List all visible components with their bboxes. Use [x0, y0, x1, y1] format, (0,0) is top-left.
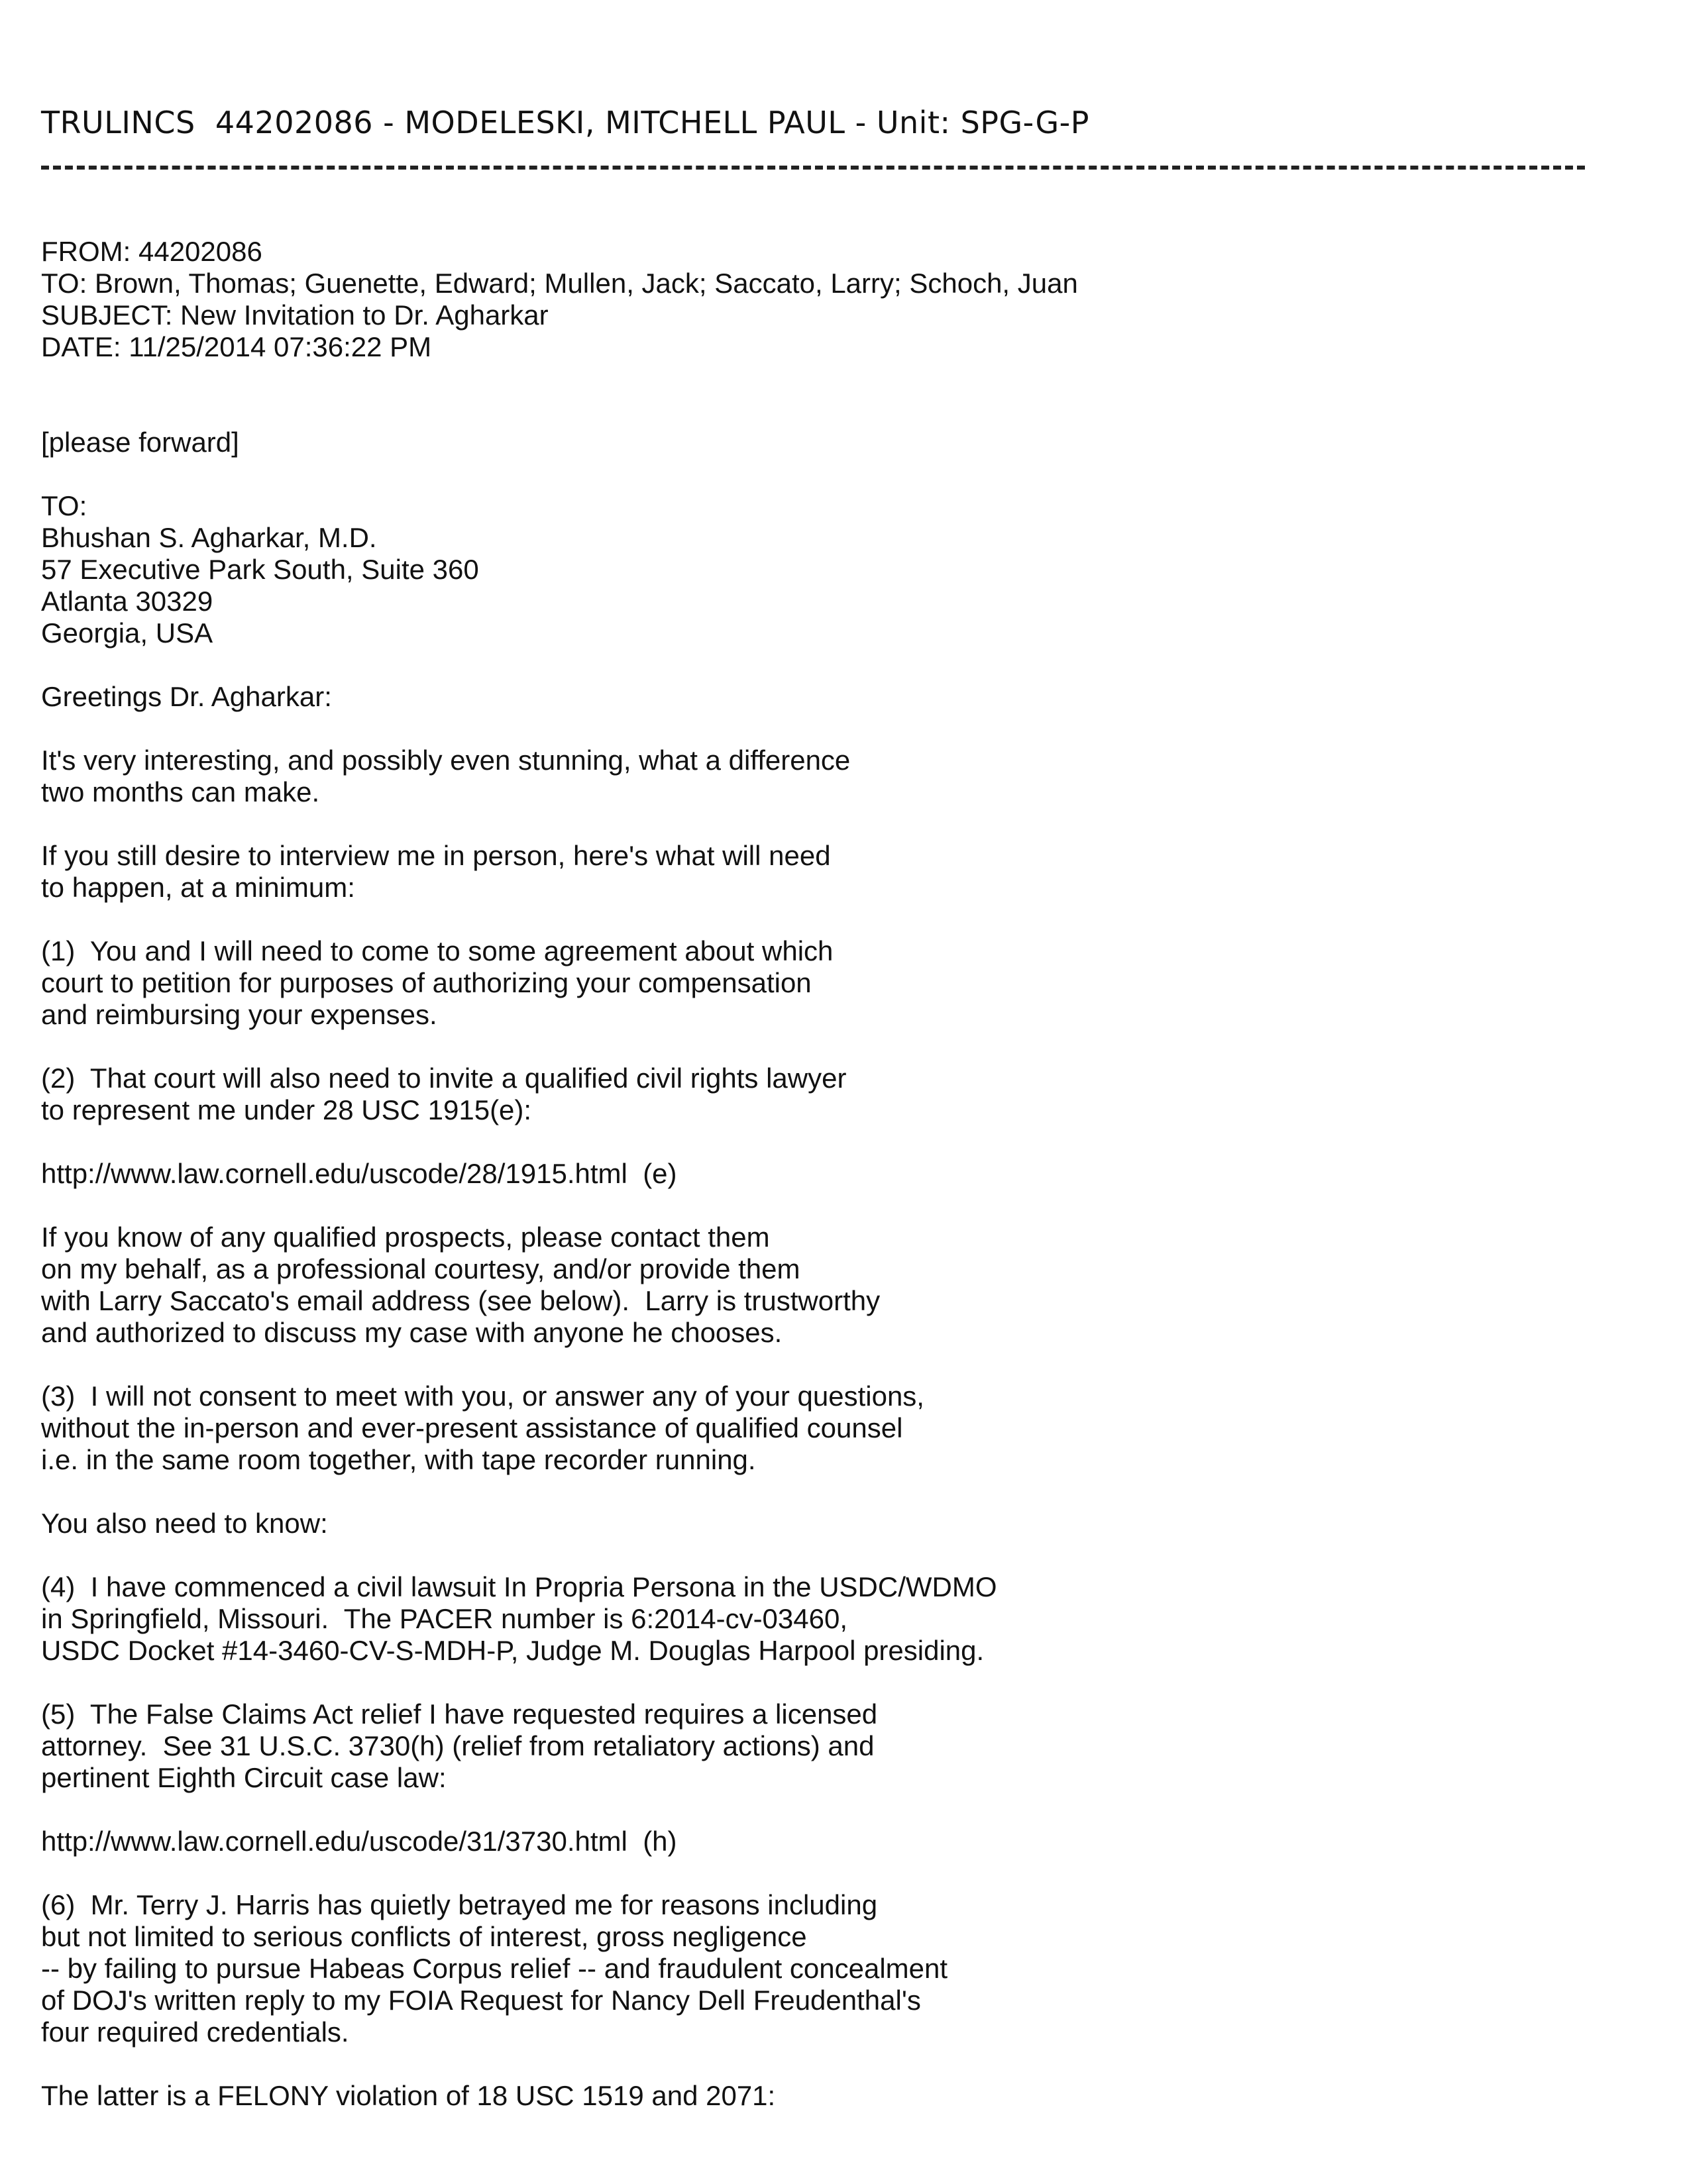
address-line: Bhushan S. Agharkar, M.D. [41, 522, 377, 553]
email-subject: SUBJECT: New Invitation to Dr. Agharkar [41, 299, 549, 331]
paragraph-line: on my behalf, as a professional courtesy, and/or provide them [41, 1253, 800, 1284]
url-31-usc-3730: http://www.law.cornell.edu/uscode/31/3730.html (h) [41, 1826, 677, 1857]
paragraph-line: If you know of any qualified prospects, please contact them [41, 1222, 770, 1253]
paragraph-line: (5) The False Claims Act relief I have requested requires a licensed [41, 1698, 878, 1730]
paragraph-line: and authorized to discuss my case with anyone he chooses. [41, 1317, 783, 1348]
address-line: Atlanta 30329 [41, 586, 213, 617]
paragraph-line: It's very interesting, and possibly even stunning, what a difference [41, 745, 851, 776]
paragraph-line: -- by failing to pursue Habeas Corpus relief -- and fraudulent concealment [41, 1953, 948, 1984]
paragraph-line: (3) I will not consent to meet with you, or answer any of your questions, [41, 1380, 924, 1412]
paragraph-item-3 [41, 1380, 1631, 1476]
paragraph-felony: The latter is a FELONY violation of 18 USC 1519 and 2071: [41, 2080, 776, 2111]
paragraph-item-1 [41, 935, 1631, 1031]
paragraph-prospects [41, 1222, 1631, 1349]
address-line: Georgia, USA [41, 617, 213, 649]
paragraph-line: in Springfield, Missouri. The PACER number is 6:2014-cv-03460, [41, 1603, 848, 1634]
paragraph-line: court to petition for purposes of authorizing your compensation [41, 967, 812, 998]
recipient-address [41, 490, 1631, 649]
paragraph-line: four required credentials. [41, 2016, 349, 2048]
paragraph-line: to represent me under 28 USC 1915(e): [41, 1094, 532, 1125]
paragraph-line: of DOJ's written reply to my FOIA Request for Nancy Dell Freudenthal's [41, 1985, 921, 2016]
forward-note: [please forward] [41, 427, 239, 458]
trulincs-header-title: TRULINCS 44202086 - MODELESKI, MITCHELL PAUL - Unit: SPG-G-P [41, 105, 1089, 140]
paragraph-line: (6) Mr. Terry J. Harris has quietly betrayed me for reasons including [41, 1889, 878, 1920]
paragraph-line: USDC Docket #14-3460-CV-S-MDH-P, Judge M. Douglas Harpool presiding. [41, 1635, 985, 1666]
paragraph-line: to happen, at a minimum: [41, 872, 355, 903]
address-line: 57 Executive Park South, Suite 360 [41, 554, 479, 585]
paragraph-also-know: You also need to know: [41, 1508, 328, 1539]
paragraph-1 [41, 745, 1631, 808]
paragraph-line: attorney. See 31 U.S.C. 3730(h) (relief from retaliatory actions) and [41, 1730, 875, 1761]
paragraph-line: i.e. in the same room together, with tape recorder running. [41, 1444, 756, 1475]
email-date: DATE: 11/25/2014 07:36:22 PM [41, 331, 432, 362]
paragraph-line: two months can make. [41, 776, 320, 807]
dashed-separator [41, 166, 1585, 170]
paragraph-line: If you still desire to interview me in person, here's what will need [41, 840, 831, 871]
url-28-usc-1915: http://www.law.cornell.edu/uscode/28/1915.html (e) [41, 1158, 677, 1189]
paragraph-item-4 [41, 1571, 1631, 1667]
paragraph-line: (1) You and I will need to come to some agreement about which [41, 935, 834, 966]
paragraph-line: (2) That court will also need to invite a qualified civil rights lawyer [41, 1063, 847, 1094]
email-to: TO: Brown, Thomas; Guenette, Edward; Mullen, Jack; Saccato, Larry; Schoch, Juan [41, 268, 1078, 299]
paragraph-item-2 [41, 1063, 1631, 1126]
paragraph-line: and reimbursing your expenses. [41, 999, 437, 1030]
address-line: TO: [41, 490, 87, 521]
message-body [41, 236, 1631, 2112]
paragraph-line: with Larry Saccato's email address (see below). Larry is trustworthy [41, 1285, 881, 1316]
paragraph-item-6 [41, 1889, 1631, 2048]
paragraph-item-5 [41, 1698, 1631, 1794]
paragraph-line: but not limited to serious conflicts of interest, gross negligence [41, 1921, 807, 1952]
paragraph-2 [41, 840, 1631, 904]
paragraph-line: pertinent Eighth Circuit case law: [41, 1762, 447, 1793]
email-from: FROM: 44202086 [41, 236, 262, 267]
greeting: Greetings Dr. Agharkar: [41, 681, 332, 712]
paragraph-line: without the in-person and ever-present assistance of qualified counsel [41, 1412, 903, 1443]
paragraph-line: (4) I have commenced a civil lawsuit In Propria Persona in the USDC/WDMO [41, 1571, 997, 1602]
